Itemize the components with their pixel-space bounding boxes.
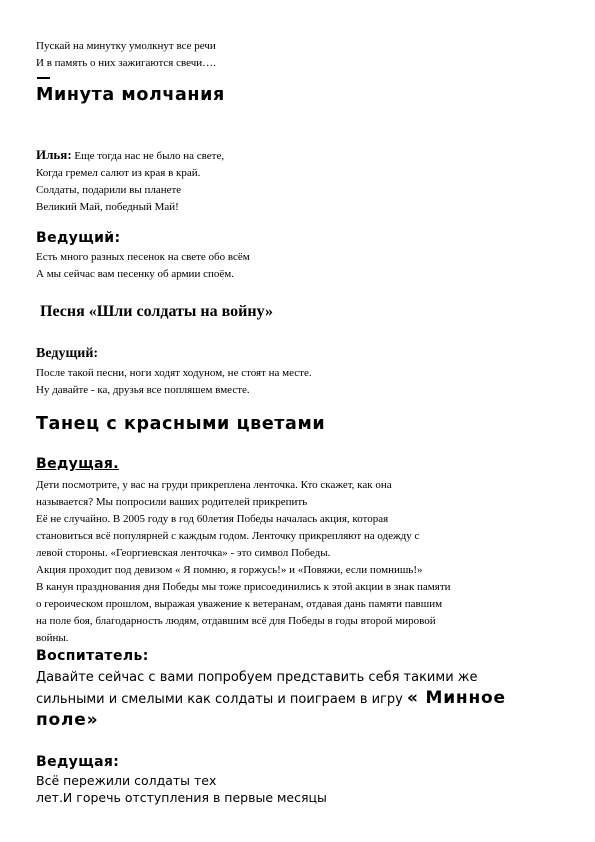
host3-line: В канун празднования дня Победы мы тоже присоединились к этой акции в знак памяти: [36, 581, 451, 593]
host4-line-2: лет.И горечь отступления в первые месяцы: [36, 790, 327, 805]
speaker-ilya: Илья:: [36, 147, 72, 162]
game-title-part-2: поле»: [36, 710, 99, 730]
host3-line: Её не случайно. В 2005 году в год 60летия Победы началась акция, которая: [36, 513, 389, 525]
host3-line: войны.: [36, 632, 69, 644]
host4-block: [36, 772, 565, 806]
host3-line: Дети посмотрите, у вас на груди прикреплена ленточка. Кто скажет, как она: [36, 479, 392, 491]
speaker-host-4: Ведущая:: [36, 754, 120, 770]
host3-line: Акция проходит под девизом « Я помню, я горжусь!» и «Повяжи, если помнишь!»: [36, 564, 423, 576]
teacher-line-1: Давайте сейчас с вами попробуем представить себя такими же: [36, 670, 478, 685]
host4-line-1: Всё пережили солдаты тех: [36, 773, 217, 788]
host3-line: называется? Мы попросили ваших родителей прикрепить: [36, 496, 308, 508]
host2-line-2: Ну давайте - ка, друзья все попляшем вместе.: [36, 384, 250, 396]
host1-block: [36, 249, 565, 283]
ilya-line-1: Еще тогда нас не было на свете,: [71, 150, 225, 162]
decorative-bar: [37, 77, 50, 79]
ilya-block: [36, 146, 565, 216]
ilya-line-4: Великий Май, победный Май!: [36, 201, 179, 213]
heading-dance: Танец с красными цветами: [36, 414, 326, 434]
host3-block: [36, 477, 565, 647]
host3-line: становиться всё популярней с каждым годом. Ленточку прикрепляют на одежду с: [36, 530, 420, 542]
heading-minute-of-silence: Минута молчания: [36, 85, 225, 105]
speaker-teacher: Воспитатель:: [36, 648, 149, 664]
host3-line: о героическом прошлом, выражая уважение к ветеранам, отдавая дань памяти павшим: [36, 598, 443, 610]
epigraph-line-2: И в память о них зажигаются свечи….: [36, 57, 216, 69]
speaker-host-1: Ведущий:: [36, 230, 121, 246]
teacher-line-2: сильными и смелыми как солдаты и поиграем в игру: [36, 692, 407, 707]
host1-line-2: А мы сейчас вам песенку об армии споём.: [36, 268, 234, 280]
teacher-block: [36, 668, 565, 710]
host1-line-1: Есть много разных песенок на свете обо всём: [36, 251, 250, 263]
speaker-host-2: Ведущий:: [36, 346, 99, 361]
speaker-host-3: Ведущая.: [36, 456, 120, 472]
ilya-line-2: Когда гремел салют из края в край.: [36, 167, 201, 179]
game-title-part-1: « Минное: [406, 688, 506, 708]
host2-line-1: После такой песни, ноги ходят ходуном, не стоят на месте.: [36, 367, 312, 379]
host3-line: на поле боя, благодарность людям, отдавшим всё для Победы в годы второй мировой: [36, 615, 436, 627]
ilya-line-3: Солдаты, подарили вы планете: [36, 184, 182, 196]
epigraph-line-1: Пускай на минутку умолкнут все речи: [36, 40, 216, 52]
host3-line: левой стороны. «Георгиевская ленточка» - это символ Победы.: [36, 547, 331, 559]
epigraph: [36, 38, 565, 72]
heading-song: Песня «Шли солдаты на войну»: [40, 303, 273, 320]
host2-block: [36, 365, 565, 399]
